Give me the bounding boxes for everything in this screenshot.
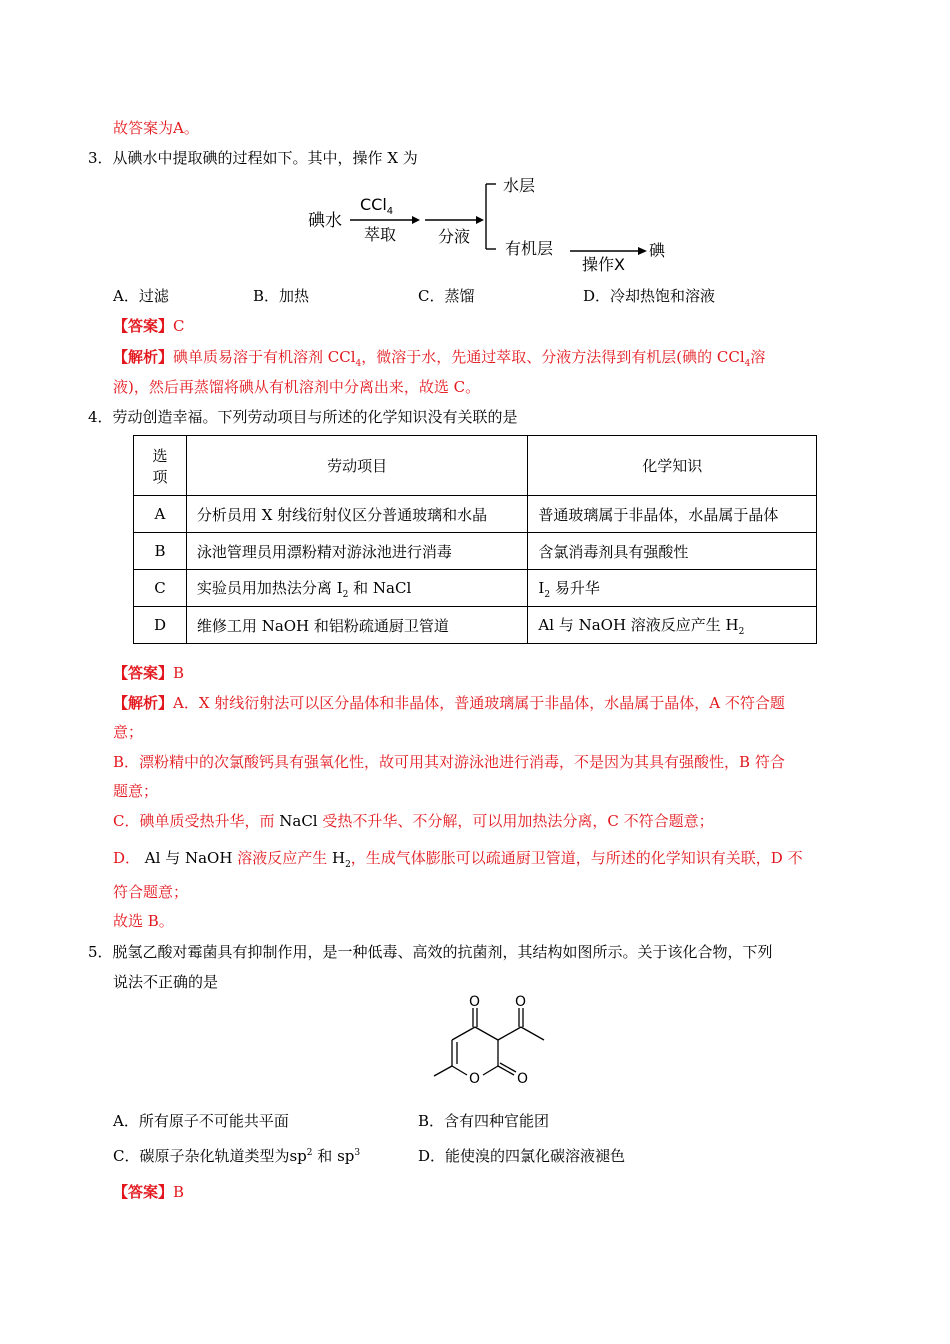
q4-analysis-b-cont: 题意； (113, 782, 159, 800)
atom-o-acetyl: O (515, 994, 527, 1010)
diagram-arrowhead-3 (638, 247, 647, 255)
q5-answer-tag: 【答案】 (113, 1183, 174, 1201)
q4-analysis-b: B．漂粉精中的次氯酸钙具有强氧化性，故可用其对游泳池进行消毒，不是因为其具有强酸性，B 符合 (113, 753, 785, 771)
diagram-upper: 水层 (503, 176, 536, 195)
q3-option-b: B．加热 (253, 287, 310, 305)
q3-analysis-tag: 【解析】 (113, 348, 174, 366)
q3-option-d: D．冷却热饱和溶液 (583, 287, 716, 305)
q3-answer (113, 315, 185, 336)
q3-extraction-diagram (300, 172, 680, 277)
q3-answer-value: C (173, 317, 185, 335)
q4-table (133, 435, 817, 644)
q4-stem (88, 406, 518, 427)
table-header-row (134, 436, 817, 496)
q5-structure-diagram (420, 994, 560, 1098)
q4-analysis-d: D． Al 与 NaOH 溶液反应产生 $H_2$，生成气体膨胀可以疏通厨卫管道，与所述的化学知识有关联，D 不 (113, 849, 803, 870)
diagram-step1: 萃取 (364, 225, 397, 244)
q5-option-c: C．碳原子杂化轨道类型为$sp^2$ 和 $sp^3$ (113, 1147, 361, 1165)
q4-answer-tag: 【答案】 (113, 664, 174, 682)
q3-analysis-line1: 【解析】碘单质易溶于有机溶剂 CCl$_4$，微溶于水，先通过萃取、分液方法得到有机层(碘的 CCl$_4$溶 (113, 348, 766, 369)
header-labor: 劳动项目 (186, 436, 527, 496)
diagram-arrowhead-2 (476, 216, 484, 224)
q4-analysis-tag: 【解析】 (113, 694, 174, 712)
q5-option-a: A．所有原子不可能共平面 (113, 1112, 289, 1130)
q3-text: 从碘水中提取碘的过程如下。其中，操作 X 为 (112, 149, 418, 167)
diagram-op: 操作X (582, 255, 625, 274)
q5-number: 5． (88, 943, 113, 961)
diagram-arrowhead-1 (412, 216, 420, 224)
table-row: C 实验员用加热法分离 $I_2$ 和 NaCl $I_2$ 易升华 (134, 570, 817, 607)
q5-stem-line2: 说法不正确的是 (113, 973, 219, 991)
table-row: B 泳池管理员用漂粉精对游泳池进行消毒 含氯消毒剂具有强酸性 (134, 533, 817, 570)
q4-answer-value: B (173, 664, 185, 682)
header-option: 选 项 (134, 436, 187, 496)
q5-answer (113, 1181, 184, 1202)
q5-option-d: D．能使溴的四氯化碳溶液褪色 (418, 1147, 626, 1165)
header-knowledge: 化学知识 (528, 436, 817, 496)
q4-final: 故选 B。 (113, 912, 174, 930)
q3-analysis-line2: 液)，然后再蒸馏将碘从有机溶剂中分离出来，故选 C。 (113, 378, 481, 396)
q4-analysis-a: 【解析】A．X 射线衍射法可以区分晶体和非晶体，普通玻璃属于非晶体，水晶属于晶体，A 不符合题 (113, 694, 785, 712)
q4-analysis-a-cont: 意； (113, 723, 144, 741)
diagram-step2: 分液 (438, 227, 471, 246)
atom-o-lactone: O (517, 1071, 529, 1087)
q4-analysis-c: C．碘单质受热升华，而 NaCl 受热不升华、不分解，可以用加热法分离，C 不符合题意； (113, 812, 714, 830)
atom-o-ketone: O (469, 994, 481, 1010)
diagram-product: 碘 (649, 241, 666, 260)
diagram-start: 碘水 (308, 211, 342, 231)
q3-option-a: A．过滤 (113, 287, 169, 305)
q4-analysis-d-cont: 符合题意； (113, 883, 189, 901)
q4-answer (113, 662, 184, 683)
table-row: D 维修工用 NaOH 和铝粉疏通厨卫管道 Al 与 NaOH 溶液反应产生 $H_2$ (134, 607, 817, 644)
previous-answer: 故答案为A。 (113, 119, 199, 137)
diagram-lower: 有机层 (505, 239, 554, 258)
q3-stem (88, 147, 418, 168)
q4-text: 劳动创造幸福。下列劳动项目与所述的化学知识没有关联的是 (112, 408, 518, 426)
atom-o-ring: O (469, 1071, 481, 1087)
q5-answer-value: B (173, 1183, 185, 1201)
q3-answer-tag: 【答案】 (113, 317, 174, 335)
q5-option-b: B．含有四种官能团 (418, 1112, 550, 1130)
q5-stem-line1: 5．脱氢乙酸对霉菌具有抑制作用，是一种低毒、高效的抗菌剂，其结构如图所示。关于该化合物，下列 (88, 943, 773, 961)
diagram-reagent: CCl$_4$ (360, 195, 394, 217)
q3-option-c: C．蒸馏 (418, 287, 475, 305)
table-row: A 分析员用 X 射线衍射仪区分普通玻璃和水晶 普通玻璃属于非晶体，水晶属于晶体 (134, 496, 817, 533)
q3-number: 3． (88, 149, 113, 167)
q4-number: 4． (88, 408, 113, 426)
